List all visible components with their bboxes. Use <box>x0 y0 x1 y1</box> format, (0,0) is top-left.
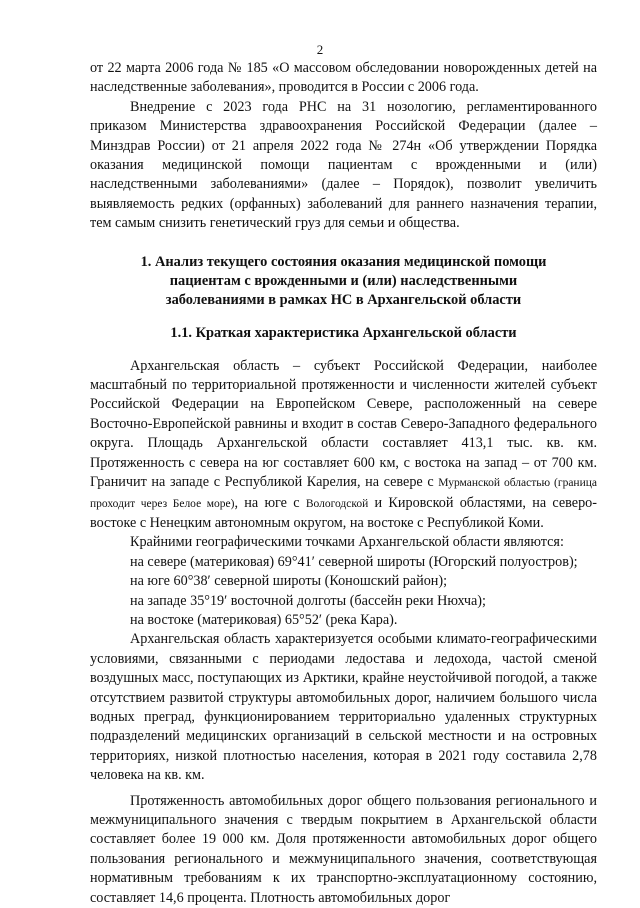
section-heading-line: пациентам с врожденными и (или) наследственными <box>169 272 518 289</box>
subsection-heading: 1.1. Краткая характеристика Архангельской области <box>170 324 517 341</box>
region-text: и Кировской областями, на северо-востоке с Ненецким автономным округом, на востоке с Республикой Коми. <box>90 494 597 531</box>
section-heading <box>90 253 597 310</box>
section-heading-line: заболеваниями в рамках НС в Архангельской области <box>165 291 522 308</box>
climate-paragraph: Архангельская область характеризуется особыми климато-географическими условиями, связанными с периодами ледостава и ледохода, частой сменой воздушных масс, поступающих из Арктики, крайне неустойчивой погодой, а также отсутствием развитой структуры автомобильных дорог, наличием большого числа водных преград, функционированием территориально удаленных структурных подразделений медицинских организаций в сельской местности и на островных территориях, низкой плотностью населения, которая в 2021 году составила 2,78 человека на кв. км. <box>90 631 597 784</box>
page-content <box>90 59 597 908</box>
region-text: Архангельская область – субъект Российской Федерации, наиболее масштабный по территориальной протяженности и численности жителей субъект Российской Федерации на Европейском Севере, расположенный на севере Восточно-Европейской равнины и входит в состав Северо-Западного федерального округа. Площадь Архангельской области составляет 413,1 тыс. кв. км. Протяженность с севера на юг составляет 600 км, с востока на запад – от 700 км. Граничит на западе с Республикой Карелия, на севере с <box>90 357 597 491</box>
extreme-points-intro: Крайними географическими точками Архангельской области являются: <box>130 534 564 551</box>
list-item: на севере (материковая) 69°41′ северной широты (Югорский полуостров); <box>130 553 578 570</box>
region-text-vologda: Вологодской <box>305 497 369 510</box>
section-heading-line: 1. Анализ текущего состояния оказания медицинской помощи <box>140 253 547 270</box>
region-paragraph <box>90 357 597 534</box>
intro-paragraph-continuation: от 22 марта 2006 года № 185 «О массовом обследовании новорожденных детей на наследственные заболевания», проводится в России с 2006 года. <box>90 60 597 96</box>
page-number: 2 <box>316 42 324 57</box>
roads-paragraph: Протяженность автомобильных дорог общего пользования регионального и межмуниципального значения с твердым покрытием в Архангельской области составляет более 19 000 км. Доля протяженности автомобильных дорог общего пользования регионального и межмуниципального значения, соответствующая нормативным требованиям к их транспортно-эксплуатационному состоянию, составляет 14,6 процента. Плотность автомобильных дорог <box>90 792 597 906</box>
list-item: на западе 35°19′ восточной долготы (бассейн реки Нюхча); <box>130 592 486 609</box>
list-item: на востоке (материковая) 65°52′ (река Кара). <box>130 611 398 628</box>
region-text: , на юге с <box>234 494 306 511</box>
intro-paragraph-rns: Внедрение с 2023 года РНС на 31 нозологию, регламентированного приказом Министерства здравоохранения Российской Федерации (далее – Минздрав России) от 21 апреля 2022 года № 274н «Об утверждении Порядка оказания медицинской помощи пациентам с врожденными и (или) наследственными заболеваниями» (далее – Порядок), позволит увеличить выявляемость редких (орфанных) заболеваний для раннего назначения терапии, тем самым снизить генетический груз для семьи и общества. <box>90 98 597 232</box>
region-text-murmansk: Мурманской областью (граница проходит через Белое море) <box>90 477 597 510</box>
list-item: на юге 60°38′ северной широты (Коношский район); <box>130 573 448 590</box>
extreme-points-list <box>90 553 597 631</box>
